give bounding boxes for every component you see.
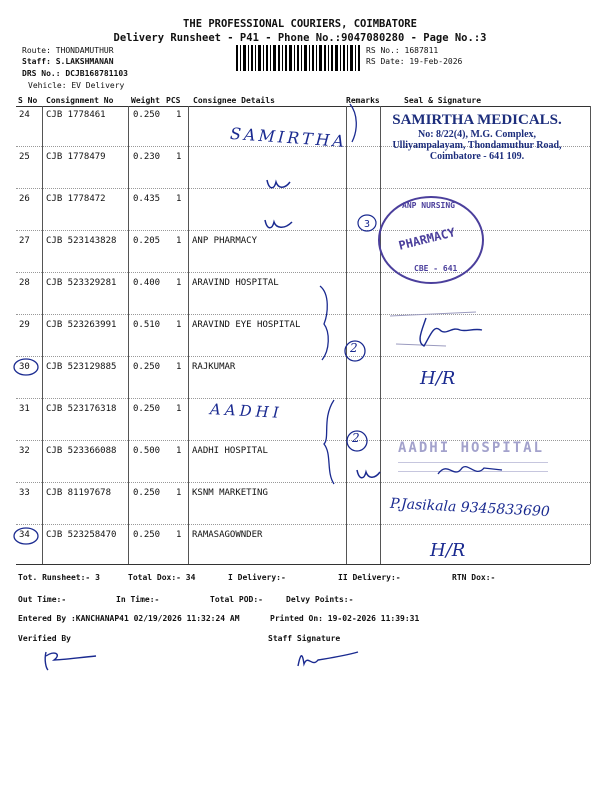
row-pcs: 1 — [176, 488, 182, 498]
circle-mark — [12, 356, 42, 378]
row-rule — [16, 524, 590, 525]
row-weight: 0.250 — [133, 110, 161, 120]
stamp-name: AADHI HOSPITAL — [398, 440, 545, 456]
samirtha-stamp — [382, 112, 572, 174]
row-sno: 34 — [19, 530, 30, 540]
barcode — [236, 45, 362, 71]
signature — [432, 454, 512, 484]
row-sno: 30 — [19, 362, 30, 372]
rtn-dox: RTN Dox:- — [452, 573, 496, 582]
staff-signature-label: Staff Signature — [268, 634, 341, 643]
col-pcs: PCS — [166, 96, 181, 105]
circle-mark — [12, 524, 42, 546]
row-weight: 0.250 — [133, 530, 161, 540]
col-seal: Seal & Signature — [404, 96, 482, 105]
row-pcs: 1 — [176, 110, 182, 120]
header-rule — [16, 106, 590, 107]
row-consignee: ANP PHARMACY — [192, 236, 258, 246]
table-row — [16, 236, 590, 276]
row-sno: 26 — [19, 194, 30, 204]
stamp-line: Ulliyampalayam, Thondamuthur Road, — [392, 140, 562, 151]
handwritten-phone-note: P.Jasikala 9345833690 — [389, 495, 551, 521]
staff-label: Staff: S.LAKSHMANAN — [22, 57, 114, 66]
rs-date: RS Date: 19-Feb-2026 — [366, 57, 463, 66]
row-weight: 0.435 — [133, 194, 161, 204]
row-weight: 0.400 — [133, 278, 161, 288]
total-pod: Total POD:- — [210, 595, 263, 604]
row-consignment: CJB 523329281 — [46, 278, 117, 288]
handwritten-samirtha: SAMIRTHA — [229, 123, 348, 152]
i-delivery: I Delivery:- — [228, 573, 286, 582]
row-sno: 27 — [19, 236, 30, 246]
col-consignment: Consignment No — [46, 96, 114, 105]
row-consignment: CJB 523129885 — [46, 362, 117, 372]
row-sno: 32 — [19, 446, 30, 456]
row-consignment: CJB 523143828 — [46, 236, 117, 246]
row-consignment: CJB 1778472 — [46, 194, 106, 204]
anp-pharmacy-stamp — [378, 196, 484, 284]
runsheet-title: Delivery Runsheet - P41 - Phone No.:9047080280 - Page No.:3 — [113, 32, 487, 44]
row-consignment: CJB 1778479 — [46, 152, 106, 162]
row-rule — [16, 398, 590, 399]
table-row — [16, 362, 590, 402]
row-consignee: RAJKUMAR — [192, 362, 236, 372]
printed-on: Printed On: 19-02-2026 11:39:31 — [270, 614, 420, 623]
signature — [386, 306, 516, 354]
delvy-points: Delvy Points:- — [286, 595, 354, 604]
row-consignee: AADHI HOSPITAL — [192, 446, 268, 456]
row-sno: 24 — [19, 110, 30, 120]
row-weight: 0.510 — [133, 320, 161, 330]
vehicle-label: Vehicle: EV Delivery — [28, 81, 125, 90]
table-row — [16, 194, 590, 234]
circle-number: 2 — [352, 431, 360, 445]
handwritten-brace — [316, 284, 340, 364]
stamp-line: Coimbatore - 641 109. — [429, 151, 525, 162]
row-consignee: ARAVIND EYE HOSPITAL — [192, 320, 301, 330]
handwritten-mark — [354, 462, 384, 484]
stamp-bottom-text: CBE - 641 — [414, 264, 458, 273]
stamp-line: No: 8/22(4), M.G. Complex, — [417, 129, 537, 140]
row-sno: 25 — [19, 152, 30, 162]
row-pcs: 1 — [176, 152, 182, 162]
svg-text:3: 3 — [364, 219, 371, 230]
ii-delivery: II Delivery:- — [338, 573, 401, 582]
row-consignment: CJB 523263991 — [46, 320, 117, 330]
staff-signature — [290, 644, 370, 674]
col-consignee: Consignee Details — [193, 96, 275, 105]
handwritten-mark — [346, 100, 366, 146]
verified-by: Verified By — [18, 634, 71, 643]
verifier-signature — [36, 646, 116, 676]
circle-mark — [355, 212, 379, 234]
row-rule — [16, 230, 590, 231]
row-sno: 28 — [19, 278, 30, 288]
row-rule — [16, 356, 590, 357]
row-consignee: RAMASAGOWNDER — [192, 530, 263, 540]
company-title: THE PROFESSIONAL COURIERS, COIMBATORE — [183, 18, 417, 30]
row-weight: 0.250 — [133, 404, 161, 414]
row-pcs: 1 — [176, 236, 182, 246]
row-weight: 0.205 — [133, 236, 161, 246]
row-weight: 0.250 — [133, 488, 161, 498]
out-time: Out Time:- — [18, 595, 67, 604]
row-sno: 33 — [19, 488, 30, 498]
drs-label: DRS No.: DCJB168781103 — [22, 69, 128, 78]
row-weight: 0.230 — [133, 152, 161, 162]
handwritten-brace — [314, 398, 344, 488]
table-bottom-rule — [16, 564, 590, 565]
total-dox: Total Dox:- 34 — [128, 573, 196, 582]
row-consignment: CJB 81197678 — [46, 488, 112, 498]
handwritten-mark — [262, 210, 298, 234]
entered-by: Entered By :KANCHANAP41 02/19/2026 11:32:24 AM — [18, 614, 240, 623]
stamp-name: SAMIRTHA MEDICALS. — [392, 112, 562, 128]
row-weight: 0.500 — [133, 446, 161, 456]
row-consignment: CJB 523258470 — [46, 530, 117, 540]
circle-number: 2 — [350, 341, 358, 355]
row-pcs: 1 — [176, 320, 182, 330]
handwritten-hr: H/R — [430, 540, 466, 561]
stamp-top-text: ANP NURSING — [402, 201, 455, 210]
row-pcs: 1 — [176, 446, 182, 456]
row-weight: 0.250 — [133, 362, 161, 372]
row-pcs: 1 — [176, 530, 182, 540]
table-row — [16, 404, 590, 444]
handwritten-mark — [264, 172, 294, 194]
col-divider — [590, 106, 591, 564]
tot-runsheet: Tot. Runsheet:- 3 — [18, 573, 100, 582]
row-pcs: 1 — [176, 194, 182, 204]
row-pcs: 1 — [176, 404, 182, 414]
in-time: In Time:- — [116, 595, 160, 604]
row-rule — [16, 188, 590, 189]
row-pcs: 1 — [176, 278, 182, 288]
handwritten-hr: H/R — [420, 368, 456, 389]
rs-number: RS No.: 1687811 — [366, 46, 439, 55]
row-consignment: CJB 523176318 — [46, 404, 117, 414]
row-sno: 29 — [19, 320, 30, 330]
route-label: Route: THONDAMUTHUR — [22, 46, 114, 55]
row-consignee: ARAVIND HOSPITAL — [192, 278, 279, 288]
col-sno: S No — [18, 96, 38, 105]
row-consignment: CJB 1778461 — [46, 110, 106, 120]
col-remarks: Remarks — [346, 96, 380, 105]
row-consignee: KSNM MARKETING — [192, 488, 268, 498]
handwritten-aadhi: AADHI — [209, 400, 284, 422]
stamp-mid-text: PHARMACY — [397, 225, 457, 253]
row-rule — [16, 272, 590, 273]
row-sno: 31 — [19, 404, 30, 414]
col-weight: Weight — [131, 96, 160, 105]
row-consignment: CJB 523366088 — [46, 446, 117, 456]
row-pcs: 1 — [176, 362, 182, 372]
